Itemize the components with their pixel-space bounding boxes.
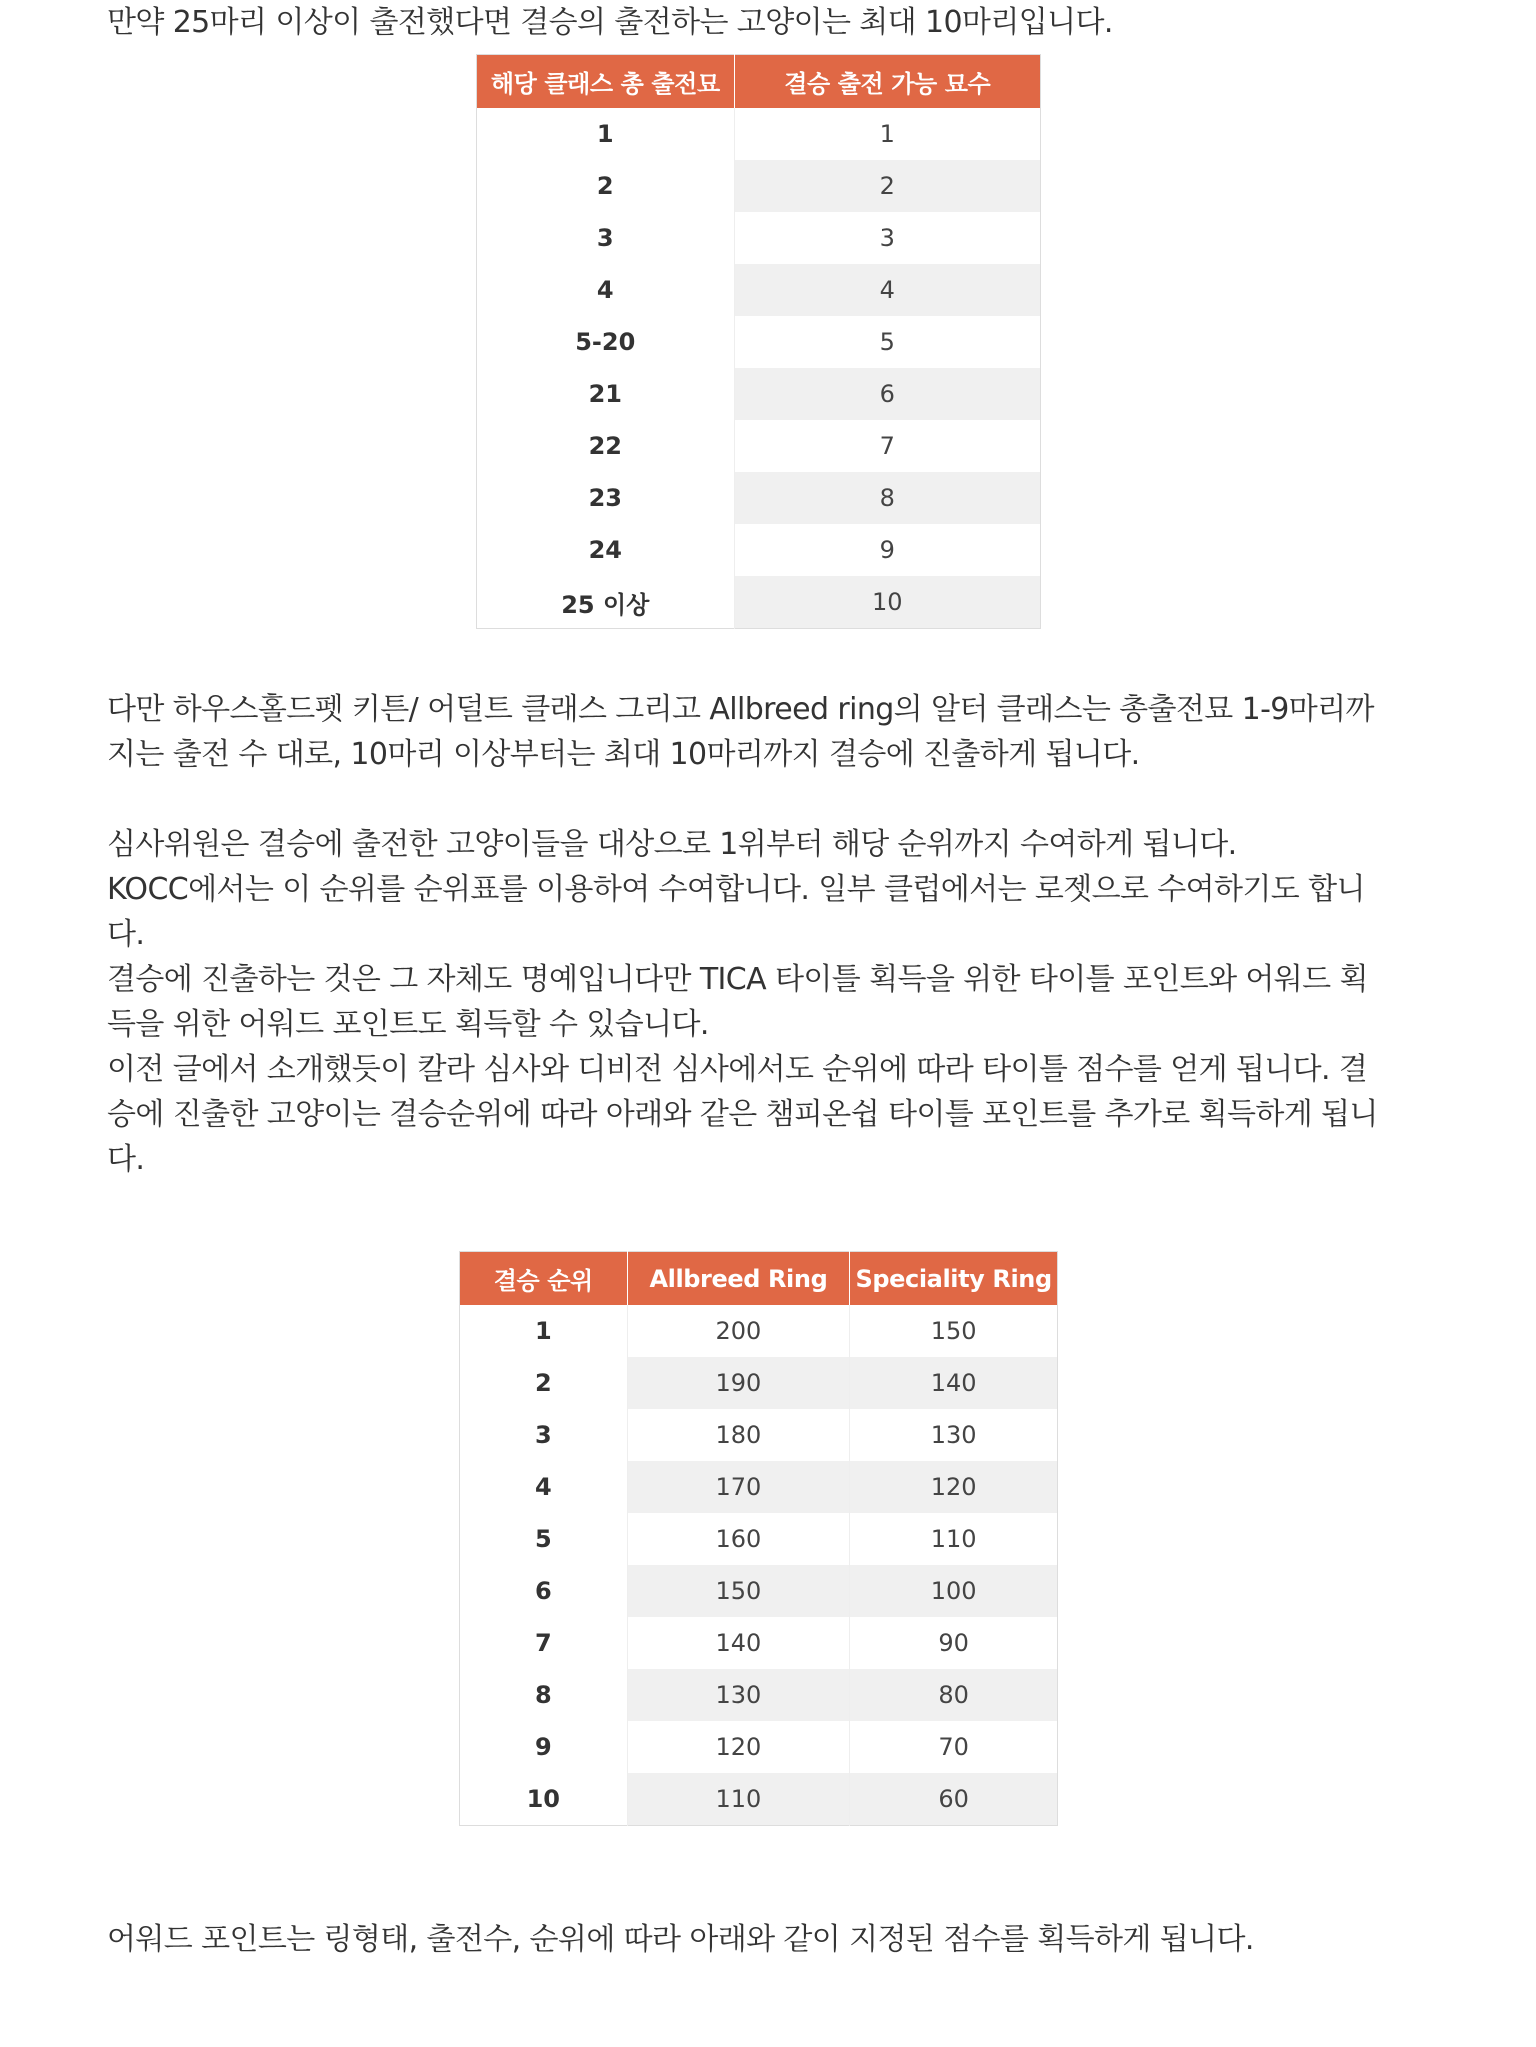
paragraph-line: 승에 진출한 고양이는 결승순위에 따라 아래와 같은 챔피온쉽 타이틀 포인트를 추가로 획득하게 됩니	[107, 1097, 1378, 1132]
table-cell: 4	[477, 264, 735, 316]
table-cell: 180	[627, 1409, 850, 1461]
paragraph-line: 심사위원은 결승에 출전한 고양이들을 대상으로 1위부터 해당 순위까지 수여하게 됩니다.	[107, 827, 1237, 862]
table-row	[460, 1513, 1058, 1565]
intro-line: 만약 25마리 이상이 출전했다면 결승의 출전하는 고양이는 최대 10마리입니다.	[107, 5, 1113, 40]
table-row	[460, 1617, 1058, 1669]
intro-paragraph	[107, 0, 1427, 45]
table-row	[477, 108, 1041, 160]
table-row	[477, 524, 1041, 576]
paragraph-line: 다.	[107, 1142, 145, 1177]
table-row	[477, 264, 1041, 316]
paragraph-line: 다만 하우스홀드펫 키튼/ 어덜트 클래스 그리고 Allbreed ring의 알터 클래스는 총출전묘 1-9마리까	[107, 692, 1374, 727]
table-cell: 140	[627, 1617, 850, 1669]
table-cell: 22	[477, 420, 735, 472]
column-header: Speciality Ring	[850, 1252, 1058, 1306]
table-cell: 5	[734, 316, 1040, 368]
table-header-row	[460, 1252, 1058, 1306]
paragraph-line: KOCC에서는 이 순위를 순위표를 이용하여 수여합니다. 일부 클럽에서는 로젯으로 수여하기도 합니	[107, 872, 1365, 907]
table-row	[460, 1773, 1058, 1826]
table-cell: 110	[850, 1513, 1058, 1565]
table-cell: 120	[627, 1721, 850, 1773]
table-cell: 2	[460, 1357, 628, 1409]
table-row	[477, 316, 1041, 368]
table-cell: 160	[627, 1513, 850, 1565]
table-cell: 6	[460, 1565, 628, 1617]
table-row	[460, 1409, 1058, 1461]
table-cell: 6	[734, 368, 1040, 420]
table-cell: 24	[477, 524, 735, 576]
table-cell: 170	[627, 1461, 850, 1513]
column-header: 해당 클래스 총 출전묘	[477, 55, 735, 109]
paragraph-line: 이전 글에서 소개했듯이 칼라 심사와 디비전 심사에서도 순위에 따라 타이틀 점수를 얻게 됩니다. 결	[107, 1052, 1368, 1087]
table-cell: 100	[850, 1565, 1058, 1617]
table-cell: 5	[460, 1513, 628, 1565]
table-cell: 2	[477, 160, 735, 212]
column-header: 결승 출전 가능 묘수	[734, 55, 1040, 109]
table-row	[477, 212, 1041, 264]
table-cell: 10	[460, 1773, 628, 1826]
table-cell: 120	[850, 1461, 1058, 1513]
table-cell: 8	[460, 1669, 628, 1721]
judge-paragraph	[107, 822, 1427, 1182]
paragraph-line: 결승에 진출하는 것은 그 자체도 명예입니다만 TICA 타이틀 획득을 위한 타이틀 포인트와 어워드 획	[107, 962, 1368, 997]
table-cell: 130	[850, 1409, 1058, 1461]
table-cell: 80	[850, 1669, 1058, 1721]
table-row	[477, 160, 1041, 212]
table-row	[460, 1461, 1058, 1513]
table-row	[477, 368, 1041, 420]
table-cell: 90	[850, 1617, 1058, 1669]
table-cell: 21	[477, 368, 735, 420]
table-cell: 10	[734, 576, 1040, 629]
table-row	[460, 1721, 1058, 1773]
paragraph-line: 다.	[107, 917, 145, 952]
table-row	[460, 1565, 1058, 1617]
table-cell: 5-20	[477, 316, 735, 368]
table-row	[477, 472, 1041, 524]
finals-points-table	[459, 1251, 1058, 1826]
table-row	[460, 1357, 1058, 1409]
table-cell: 8	[734, 472, 1040, 524]
table-row	[477, 420, 1041, 472]
table-row	[460, 1669, 1058, 1721]
table-header-row	[477, 55, 1041, 109]
table-cell: 200	[627, 1305, 850, 1357]
table-cell: 60	[850, 1773, 1058, 1826]
table-cell: 9	[734, 524, 1040, 576]
paragraph-line: 어워드 포인트는 링형태, 출전수, 순위에 따라 아래와 같이 지정된 점수를 획득하게 됩니다.	[107, 1922, 1254, 1957]
table-row	[477, 576, 1041, 629]
table-cell: 1	[734, 108, 1040, 160]
table-cell: 3	[460, 1409, 628, 1461]
table-cell: 150	[627, 1565, 850, 1617]
paragraph-line: 득을 위한 어워드 포인트도 획득할 수 있습니다.	[107, 1007, 709, 1042]
award-paragraph	[107, 1917, 1427, 1962]
table-cell: 4	[734, 264, 1040, 316]
table-cell: 1	[477, 108, 735, 160]
table-cell: 9	[460, 1721, 628, 1773]
finals-count-table	[476, 54, 1041, 629]
table-cell: 2	[734, 160, 1040, 212]
table-row	[460, 1305, 1058, 1357]
table-cell: 70	[850, 1721, 1058, 1773]
table-cell: 25 이상	[477, 576, 735, 629]
table-cell: 3	[734, 212, 1040, 264]
column-header: 결승 순위	[460, 1252, 628, 1306]
paragraph-line: 지는 출전 수 대로, 10마리 이상부터는 최대 10마리까지 결승에 진출하게 됩니다.	[107, 737, 1140, 772]
household-paragraph	[107, 687, 1427, 777]
table-cell: 7	[460, 1617, 628, 1669]
table-cell: 1	[460, 1305, 628, 1357]
table-cell: 4	[460, 1461, 628, 1513]
table-cell: 140	[850, 1357, 1058, 1409]
table-cell: 110	[627, 1773, 850, 1826]
table-cell: 190	[627, 1357, 850, 1409]
table-cell: 150	[850, 1305, 1058, 1357]
table-cell: 23	[477, 472, 735, 524]
column-header: Allbreed Ring	[627, 1252, 850, 1306]
table-cell: 3	[477, 212, 735, 264]
table-cell: 130	[627, 1669, 850, 1721]
table-cell: 7	[734, 420, 1040, 472]
